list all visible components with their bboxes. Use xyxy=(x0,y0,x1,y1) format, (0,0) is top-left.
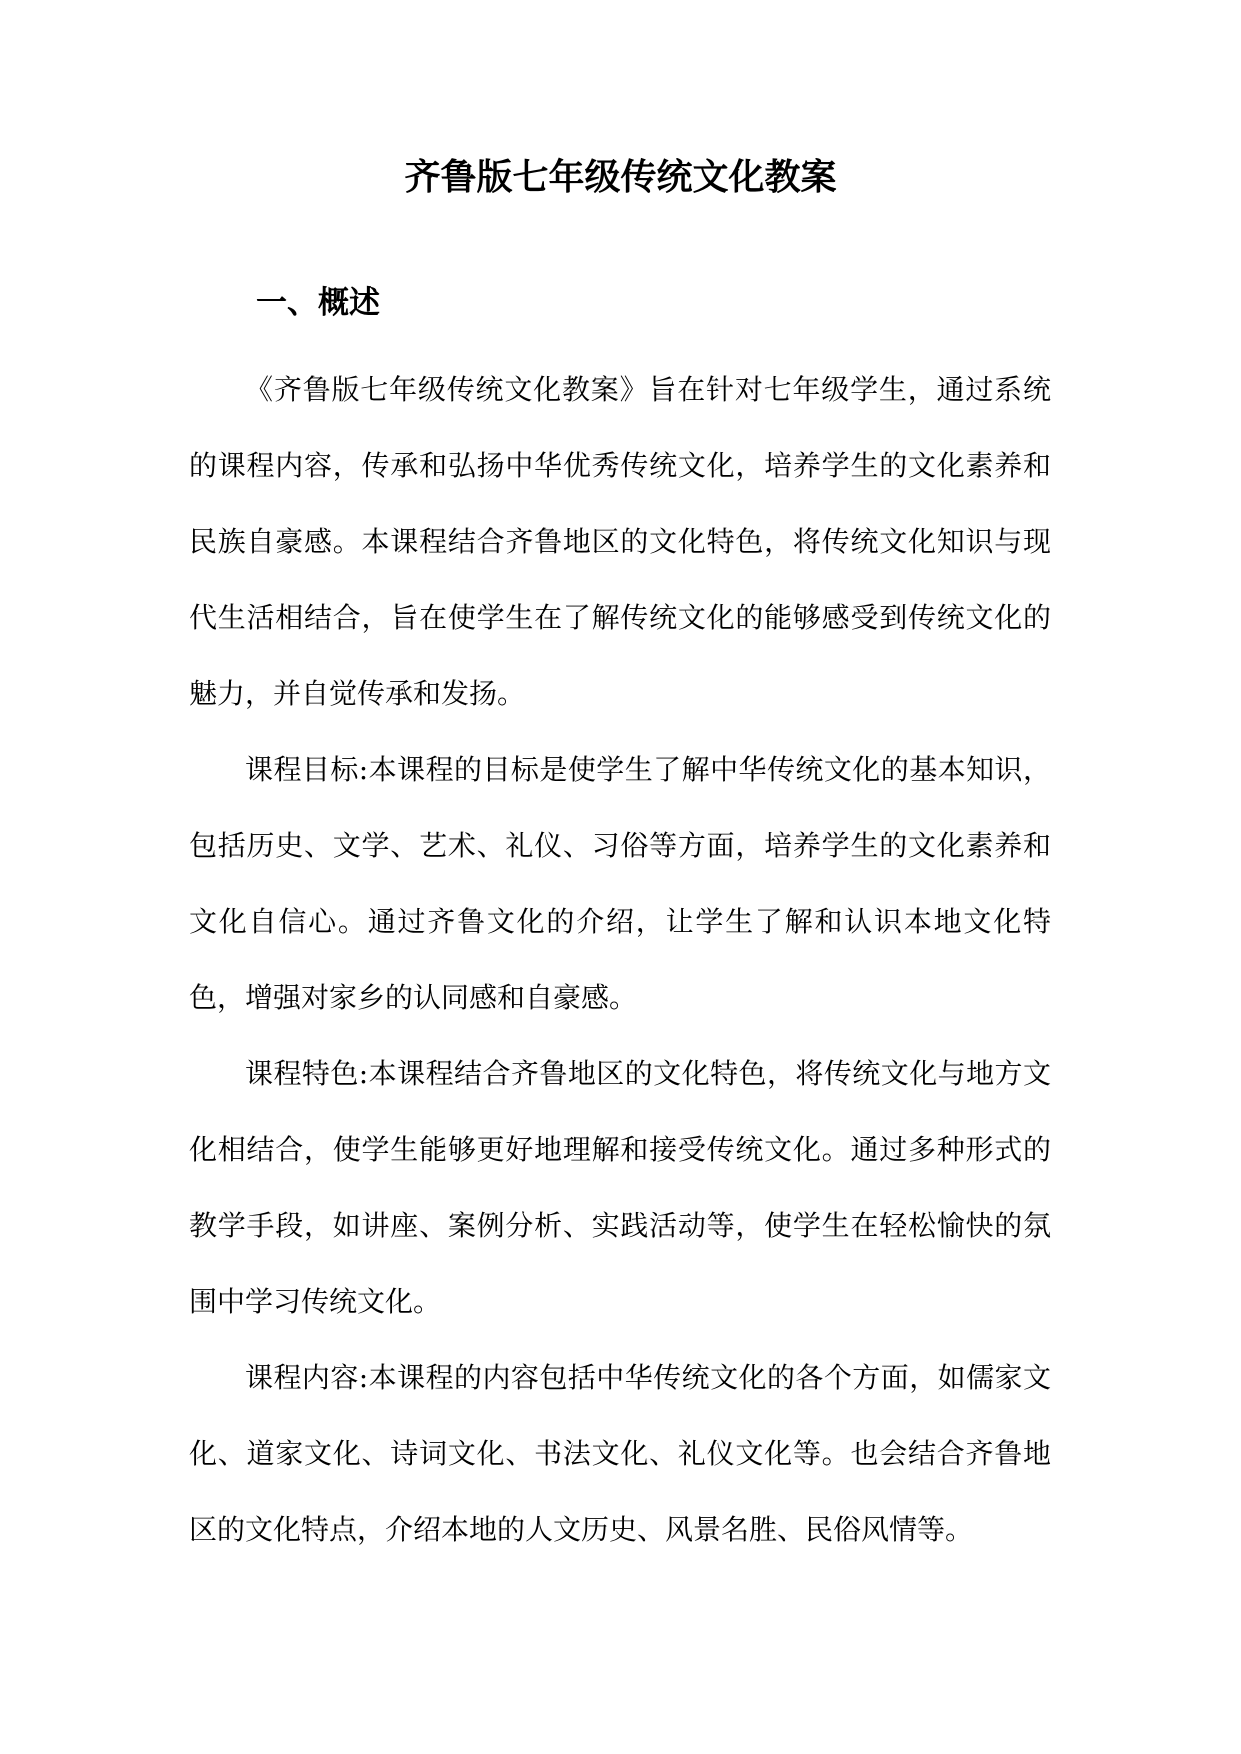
paragraph-course-features: 课程特色:本课程结合齐鲁地区的文化特色，将传统文化与地方文化相结合，使学生能够更好地理解和接受传统文化。通过多种形式的教学手段，如讲座、案例分析、实践活动等，使学生在轻松愉快的氛围中学习传统文化。 xyxy=(189,1057,1051,1318)
paragraph-overview: 《齐鲁版七年级传统文化教案》旨在针对七年级学生，通过系统的课程内容，传承和弘扬中华优秀传统文化，培养学生的文化素养和民族自豪感。本课程结合齐鲁地区的文化特色，将传统文化知识与现代生活相结合，旨在使学生在了解传统文化的能够感受到传统文化的魅力，并自觉传承和发扬。 xyxy=(189,373,1051,710)
paragraph-course-content: 课程内容:本课程的内容包括中华传统文化的各个方面，如儒家文化、道家文化、诗词文化、书法文化、礼仪文化等。也会结合齐鲁地区的文化特点，介绍本地的人文历史、风景名胜、民俗风情等。 xyxy=(189,1361,1051,1546)
paragraph-course-goals: 课程目标:本课程的目标是使学生了解中华传统文化的基本知识，包括历史、文学、艺术、礼仪、习俗等方面，培养学生的文化素养和文化自信心。通过齐鲁文化的介绍，让学生了解和认识本地文化特色，增强对家乡的认同感和自豪感。 xyxy=(189,753,1051,1014)
document-title: 齐鲁版七年级传统文化教案 xyxy=(404,157,837,198)
section-heading: 一、概述 xyxy=(256,285,380,321)
